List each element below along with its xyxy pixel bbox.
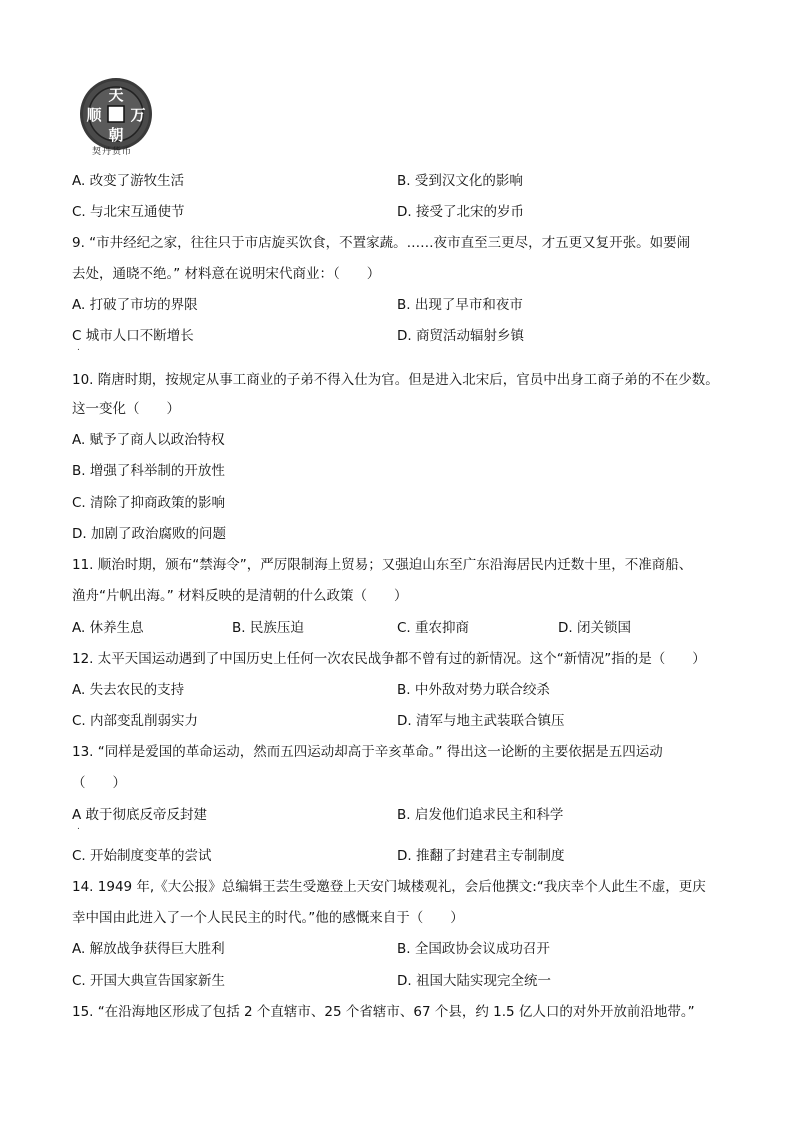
q12-option-b[interactable]: B. 中外敌对势力联合绞杀 xyxy=(397,682,550,698)
coin-char-left: 顺 xyxy=(86,106,102,124)
q13-option-a[interactable]: A 敢于彻底反帝反封建 xyxy=(72,807,208,823)
coin-char-top: 天 xyxy=(108,86,124,104)
q14-stem-line2: 幸中国由此进入了一个人民民主的时代。”他的感慨来自于（ ） xyxy=(72,910,464,926)
q11-stem-line2: 渔舟“片帆出海。” 材料反映的是清朝的什么政策（ ） xyxy=(72,588,408,604)
q9-option-d[interactable]: D. 商贸活动辐射乡镇 xyxy=(397,328,524,344)
q10-stem-line1: 10. 隋唐时期，按规定从事工商业的子弟不得入仕为官。但是进入北宋后，官员中出身工商子弟的不在少数。 xyxy=(72,372,719,388)
q8-option-d[interactable]: D. 接受了北宋的岁币 xyxy=(397,204,524,220)
q11-option-a[interactable]: A. 休养生息 xyxy=(72,620,144,636)
q14-stem-line1: 14. 1949 年,《大公报》总编辑王芸生受邀登上天安门城楼观礼，会后他撰文:“我庆幸个人此生不虚，更庆 xyxy=(72,879,706,895)
q14-option-a[interactable]: A. 解放战争获得巨大胜利 xyxy=(72,941,225,957)
q8-option-a[interactable]: A. 改变了游牧生活 xyxy=(72,173,185,189)
q8-option-b[interactable]: B. 受到汉文化的影响 xyxy=(397,173,523,189)
q9-option-a[interactable]: A. 打破了市坊的界限 xyxy=(72,297,198,313)
scan-dot: . xyxy=(77,343,80,353)
q9-option-c[interactable]: C 城市人口不断增长 xyxy=(72,328,194,344)
q8-option-c[interactable]: C. 与北宋互通使节 xyxy=(72,204,185,220)
q9-option-b[interactable]: B. 出现了早市和夜市 xyxy=(397,297,523,313)
q12-option-d[interactable]: D. 清军与地主武装联合镇压 xyxy=(397,713,565,729)
q10-option-d[interactable]: D. 加剧了政治腐败的问题 xyxy=(72,526,226,542)
q15-stem-line1: 15. “在沿海地区形成了包括 2 个直辖市、25 个省辖市、67 个县，约 1.5 亿人口的对外开放前沿地带。” xyxy=(72,1004,695,1020)
q11-option-d[interactable]: D. 闭关锁国 xyxy=(558,620,631,636)
q10-option-a[interactable]: A. 赋予了商人以政治特权 xyxy=(72,432,225,448)
q10-option-c[interactable]: C. 清除了抑商政策的影响 xyxy=(72,495,226,511)
q11-stem-line1: 11. 顺治时期，颁布“禁海令”，严厉限制海上贸易；又强迫山东至广东沿海居民内迁数十里，不准商船、 xyxy=(72,557,693,573)
q9-stem-line2: 去处，通晓不绝。” 材料意在说明宋代商业：（ ） xyxy=(72,266,381,282)
q13-option-b[interactable]: B. 启发他们追求民主和科学 xyxy=(397,807,564,823)
q14-option-b[interactable]: B. 全国政协会议成功召开 xyxy=(397,941,550,957)
q12-option-c[interactable]: C. 内部变乱削弱实力 xyxy=(72,713,199,729)
figure-caption: 契丹货币 xyxy=(91,147,132,157)
q13-option-d[interactable]: D. 推翻了封建君主专制制度 xyxy=(397,848,565,864)
coin-char-right: 万 xyxy=(130,106,146,124)
q10-stem-line2: 这一变化（ ） xyxy=(72,401,180,417)
q14-option-d[interactable]: D. 祖国大陆实现完全统一 xyxy=(397,973,551,989)
q12-stem-line1: 12. 太平天国运动遇到了中国历史上任何一次农民战争都不曾有过的新情况。这个“新情况”指的是（ ） xyxy=(72,651,706,667)
q11-option-b[interactable]: B. 民族压迫 xyxy=(232,620,304,636)
q14-option-c[interactable]: C. 开国大典宣告国家新生 xyxy=(72,973,226,989)
q9-stem-line1: 9. “市井经纪之家，往往只于市店旋买饮食，不置家蔬。……夜市直至三更尽，才五更又复开张。如要闹 xyxy=(72,235,691,251)
q13-stem-line1: 13. “同样是爱国的革命运动，然而五四运动却高于辛亥革命。” 得出这一论断的主要依据是五四运动 xyxy=(72,744,663,760)
q12-option-a[interactable]: A. 失去农民的支持 xyxy=(72,682,185,698)
q13-stem-line2: （ ） xyxy=(72,775,126,791)
scan-dot: . xyxy=(77,822,80,832)
coin-char-bottom: 朝 xyxy=(108,126,124,144)
q13-option-c[interactable]: C. 开始制度变革的尝试 xyxy=(72,848,212,864)
q11-option-c[interactable]: C. 重农抑商 xyxy=(397,620,470,636)
q10-option-b[interactable]: B. 增强了科举制的开放性 xyxy=(72,463,225,479)
